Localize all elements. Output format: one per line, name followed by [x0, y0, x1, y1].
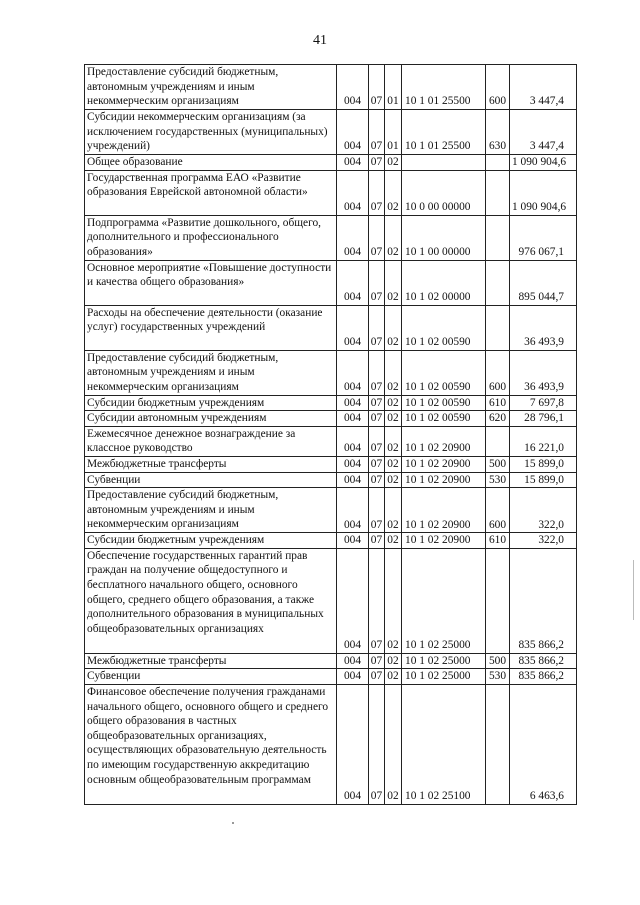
- amount: 16 221,0: [510, 426, 577, 456]
- row-name: Субсидии бюджетным учреждениям: [85, 533, 337, 549]
- section-code: 07: [369, 548, 385, 653]
- table-row: [85, 65, 577, 110]
- row-name: Предоставление субсидий бюджетным, автономным учреждениям и иным некоммерческим организациям: [85, 350, 337, 395]
- section-code: 07: [369, 669, 385, 685]
- target-code: 10 1 02 20900: [402, 488, 486, 533]
- expense-type-code: 530: [486, 669, 510, 685]
- expense-type-code: 620: [486, 411, 510, 427]
- ministry-code: 004: [337, 155, 369, 171]
- subsection-code: 02: [385, 305, 402, 350]
- ministry-code: 004: [337, 215, 369, 260]
- amount: 835 866,2: [510, 653, 577, 669]
- target-code: 10 1 02 20900: [402, 426, 486, 456]
- ministry-code: 004: [337, 395, 369, 411]
- amount: 7 697,8: [510, 395, 577, 411]
- expense-type-code: 530: [486, 472, 510, 488]
- amount: 15 899,0: [510, 472, 577, 488]
- table-row: [85, 350, 577, 395]
- row-name: Предоставление субсидий бюджетным, автономным учреждениям и иным некоммерческим организациям: [85, 65, 337, 110]
- section-code: 07: [369, 155, 385, 171]
- amount: 15 899,0: [510, 456, 577, 472]
- amount: 835 866,2: [510, 669, 577, 685]
- target-code: 10 1 01 25500: [402, 65, 486, 110]
- ministry-code: 004: [337, 411, 369, 427]
- row-name: Субсидии автономным учреждениям: [85, 411, 337, 427]
- subsection-code: 02: [385, 426, 402, 456]
- table-row: [85, 215, 577, 260]
- section-code: 07: [369, 350, 385, 395]
- expense-type-code: [486, 155, 510, 171]
- amount: 6 463,6: [510, 684, 577, 804]
- subsection-code: 02: [385, 548, 402, 653]
- target-code: 10 1 00 00000: [402, 215, 486, 260]
- table-row: [85, 488, 577, 533]
- amount: 3 447,4: [510, 65, 577, 110]
- ministry-code: 004: [337, 170, 369, 215]
- row-name: Субвенции: [85, 472, 337, 488]
- section-code: 07: [369, 411, 385, 427]
- subsection-code: 02: [385, 488, 402, 533]
- expense-type-code: 500: [486, 653, 510, 669]
- target-code: 10 1 02 00590: [402, 411, 486, 427]
- table-row: [85, 305, 577, 350]
- subsection-code: 02: [385, 669, 402, 685]
- expense-type-code: [486, 305, 510, 350]
- table-row: [85, 110, 577, 155]
- subsection-code: 01: [385, 110, 402, 155]
- amount: 36 493,9: [510, 305, 577, 350]
- scan-edge-mark: [633, 560, 634, 620]
- target-code: 10 1 02 25000: [402, 653, 486, 669]
- target-code: 10 1 02 25000: [402, 548, 486, 653]
- subsection-code: 02: [385, 350, 402, 395]
- subsection-code: 02: [385, 395, 402, 411]
- table-row: [85, 170, 577, 215]
- subsection-code: 02: [385, 533, 402, 549]
- amount: 322,0: [510, 488, 577, 533]
- ministry-code: 004: [337, 350, 369, 395]
- expense-type-code: [486, 426, 510, 456]
- ministry-code: 004: [337, 488, 369, 533]
- amount: 28 796,1: [510, 411, 577, 427]
- expense-type-code: 610: [486, 395, 510, 411]
- subsection-code: 02: [385, 653, 402, 669]
- section-code: 07: [369, 533, 385, 549]
- ministry-code: 004: [337, 456, 369, 472]
- ministry-code: 004: [337, 548, 369, 653]
- ministry-code: 004: [337, 669, 369, 685]
- expense-type-code: 630: [486, 110, 510, 155]
- amount: 976 067,1: [510, 215, 577, 260]
- target-code: 10 1 02 00590: [402, 350, 486, 395]
- table-row: [85, 426, 577, 456]
- target-code: 10 1 02 00590: [402, 305, 486, 350]
- expense-type-code: 610: [486, 533, 510, 549]
- expense-type-code: 600: [486, 65, 510, 110]
- target-code: 10 1 02 00590: [402, 395, 486, 411]
- table-row: [85, 260, 577, 305]
- table-row: [85, 533, 577, 549]
- row-name: Подпрограмма «Развитие дошкольного, общего, дополнительного и профессионального образования»: [85, 215, 337, 260]
- section-code: 07: [369, 65, 385, 110]
- row-name: Субсидии бюджетным учреждениям: [85, 395, 337, 411]
- ministry-code: 004: [337, 533, 369, 549]
- row-name: Общее образование: [85, 155, 337, 171]
- amount: 1 090 904,6: [510, 155, 577, 171]
- amount: 322,0: [510, 533, 577, 549]
- ministry-code: 004: [337, 260, 369, 305]
- row-name: Финансовое обеспечение получения гражданами начального общего, основного общего и среднего общего образования в частных общеобразовательных организациях, осуществляющих образовательную деятельность по имеющим государственную аккредитацию основным общеобразовательным программам: [85, 684, 337, 804]
- subsection-code: 02: [385, 260, 402, 305]
- table-row: [85, 653, 577, 669]
- target-code: 10 1 02 20900: [402, 472, 486, 488]
- row-name: Основное мероприятие «Повышение доступности и качества общего образования»: [85, 260, 337, 305]
- ministry-code: 004: [337, 110, 369, 155]
- section-code: 07: [369, 684, 385, 804]
- section-code: 07: [369, 260, 385, 305]
- subsection-code: 02: [385, 472, 402, 488]
- expense-type-code: [486, 260, 510, 305]
- section-code: 07: [369, 395, 385, 411]
- table-row: [85, 456, 577, 472]
- table-row: [85, 155, 577, 171]
- section-code: 07: [369, 215, 385, 260]
- section-code: 07: [369, 170, 385, 215]
- expense-type-code: [486, 684, 510, 804]
- target-code: 10 1 02 20900: [402, 533, 486, 549]
- row-name: Предоставление субсидий бюджетным, автономным учреждениям и иным некоммерческим организациям: [85, 488, 337, 533]
- expense-type-code: 600: [486, 488, 510, 533]
- row-name: Обеспечение государственных гарантий прав граждан на получение общедоступного и бесплатного начального общего, основного общего, среднего общего образования, а также дополнительного образования в муниципальных общеобразовательных организациях: [85, 548, 337, 653]
- table-row: [85, 472, 577, 488]
- row-name: Субвенции: [85, 669, 337, 685]
- section-code: 07: [369, 305, 385, 350]
- row-name: Межбюджетные трансферты: [85, 653, 337, 669]
- table-row: [85, 684, 577, 804]
- section-code: 07: [369, 426, 385, 456]
- target-code: [402, 155, 486, 171]
- row-name: Расходы на обеспечение деятельности (оказание услуг) государственных учреждений: [85, 305, 337, 350]
- section-code: 07: [369, 456, 385, 472]
- subsection-code: 02: [385, 411, 402, 427]
- ministry-code: 004: [337, 305, 369, 350]
- ministry-code: 004: [337, 653, 369, 669]
- expense-type-code: [486, 215, 510, 260]
- expense-type-code: 500: [486, 456, 510, 472]
- subsection-code: 02: [385, 456, 402, 472]
- amount: 36 493,9: [510, 350, 577, 395]
- section-code: 07: [369, 110, 385, 155]
- target-code: 10 1 02 25100: [402, 684, 486, 804]
- ministry-code: 004: [337, 65, 369, 110]
- table-row: [85, 669, 577, 685]
- target-code: 10 1 02 25000: [402, 669, 486, 685]
- table-row: [85, 411, 577, 427]
- target-code: 10 1 02 00000: [402, 260, 486, 305]
- ministry-code: 004: [337, 684, 369, 804]
- amount: 1 090 904,6: [510, 170, 577, 215]
- section-code: 07: [369, 653, 385, 669]
- row-name: Межбюджетные трансферты: [85, 456, 337, 472]
- amount: 835 866,2: [510, 548, 577, 653]
- page-number: 41: [313, 33, 327, 48]
- row-name: Ежемесячное денежное вознаграждение за классное руководство: [85, 426, 337, 456]
- row-name: Субсидии некоммерческим организациям (за исключением государственных (муниципальных) учреждений): [85, 110, 337, 155]
- subsection-code: 02: [385, 215, 402, 260]
- expense-type-code: [486, 170, 510, 215]
- subsection-code: 02: [385, 155, 402, 171]
- target-code: 10 1 01 25500: [402, 110, 486, 155]
- scan-speck: [232, 822, 234, 824]
- amount: 3 447,4: [510, 110, 577, 155]
- subsection-code: 01: [385, 65, 402, 110]
- table-row: [85, 548, 577, 653]
- expense-type-code: 600: [486, 350, 510, 395]
- budget-table: [84, 64, 577, 805]
- target-code: 10 0 00 00000: [402, 170, 486, 215]
- table-row: [85, 395, 577, 411]
- amount: 895 044,7: [510, 260, 577, 305]
- section-code: 07: [369, 472, 385, 488]
- section-code: 07: [369, 488, 385, 533]
- ministry-code: 004: [337, 426, 369, 456]
- expense-type-code: [486, 548, 510, 653]
- ministry-code: 004: [337, 472, 369, 488]
- subsection-code: 02: [385, 684, 402, 804]
- row-name: Государственная программа ЕАО «Развитие образования Еврейской автономной области»: [85, 170, 337, 215]
- subsection-code: 02: [385, 170, 402, 215]
- target-code: 10 1 02 20900: [402, 456, 486, 472]
